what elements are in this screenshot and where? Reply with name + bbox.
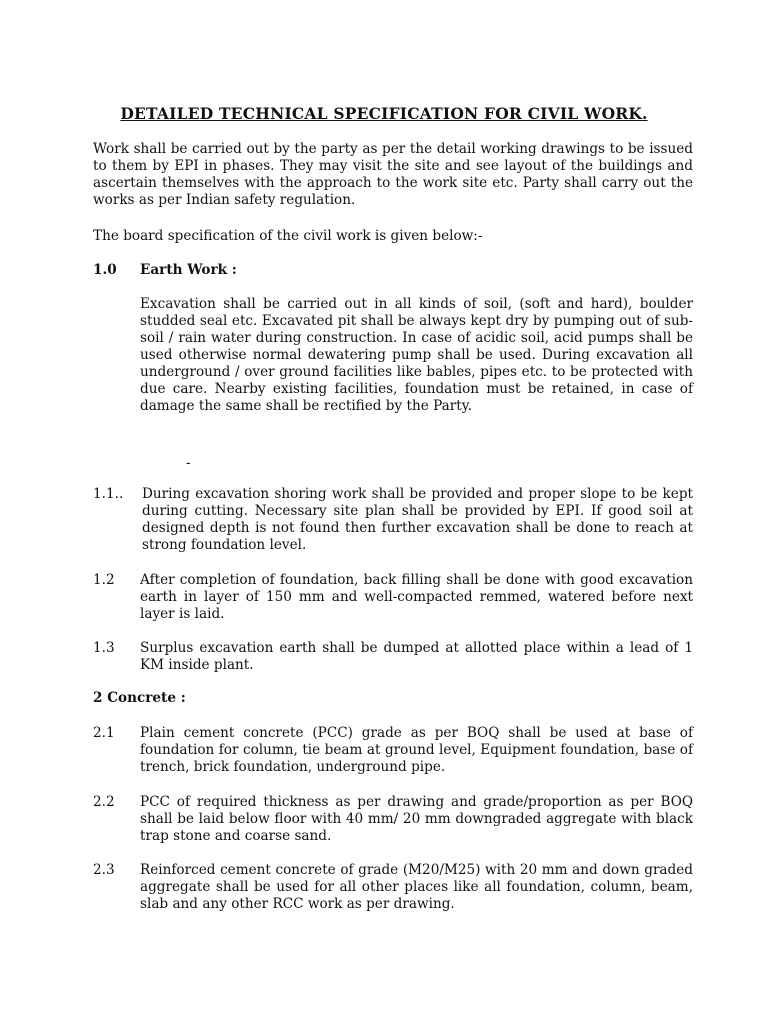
clause-text: Surplus excavation earth shall be dumped at allotted place within a lead of 1 KM inside plant. (140, 640, 693, 673)
section-heading-earth-work (93, 262, 237, 279)
clause-text: After completion of foundation, back filling shall be done with good excavation earth in layer of 150 mm and well-compacted remmed, watered before next layer is laid. (140, 572, 693, 622)
clause-number: 1.2 (93, 572, 115, 588)
clause-text: Reinforced cement concrete of grade (M20/M25) with 20 mm and down graded aggregate shall be used for all other places like all foundation, column, beam, slab and any other RCC work as per drawing. (140, 862, 693, 912)
clause-text: PCC of required thickness as per drawing and grade/proportion as per BOQ shall be laid below floor with 40 mm/ 20 mm downgraded aggregate with black trap stone and coarse sand. (140, 794, 693, 844)
clause-text: During excavation shoring work shall be provided and proper slope to be kept during cutting. Necessary site plan shall be provided by EPI. If good soil at designed depth is not found then further excavation shall be done to reach at strong foundation level. (142, 486, 693, 553)
clause-text: Plain cement concrete (PCC) grade as per BOQ shall be used at base of foundation for column, tie beam at ground level, Equipment foundation, base of trench, brick foundation, underground pipe. (140, 725, 693, 775)
clause-number: 2.1 (93, 725, 115, 741)
clause-2-3 (93, 862, 693, 913)
clause-number: 2.3 (93, 862, 115, 878)
clause-2-2 (93, 794, 693, 845)
clause-1-3 (93, 640, 693, 674)
section-number: 1.0 (93, 262, 117, 278)
clause-number: 1.3 (93, 640, 115, 656)
earth-work-body: Excavation shall be carried out in all kinds of soil, (soft and hard), boulder studded seal etc. Excavated pit shall be always kept dry by pumping out of sub-soil / rain water during construction. In case of acidic soil, acid pumps shall be used otherwise normal dewatering pump shall be used. During excavation all underground / over ground facilities like bables, pipes etc. to be protected with due care. Nearby existing facilities, foundation must be retained, in case of damage the same shall be rectified by the Party. (140, 296, 693, 414)
clause-1-1 (93, 486, 693, 554)
document-title: DETAILED TECHNICAL SPECIFICATION FOR CIVIL WORK. (120, 104, 648, 123)
clause-2-1 (93, 725, 693, 776)
section-heading-concrete: 2 Concrete : (93, 690, 186, 706)
clause-number: 2.2 (93, 794, 115, 810)
clause-number: 1.1.. (93, 486, 124, 502)
clause-1-2 (93, 572, 693, 623)
intro-paragraph: Work shall be carried out by the party as per the detail working drawings to be issued to them by EPI in phases. They may visit the site and see layout of the buildings and ascertain themselves with the approach to the work site etc. Party shall carry out the works as per Indian safety regulation. (93, 141, 693, 208)
section-title: Earth Work : (140, 262, 237, 278)
stray-dash: - (186, 455, 191, 471)
board-spec-line: The board specification of the civil work is given below:- (93, 228, 483, 244)
